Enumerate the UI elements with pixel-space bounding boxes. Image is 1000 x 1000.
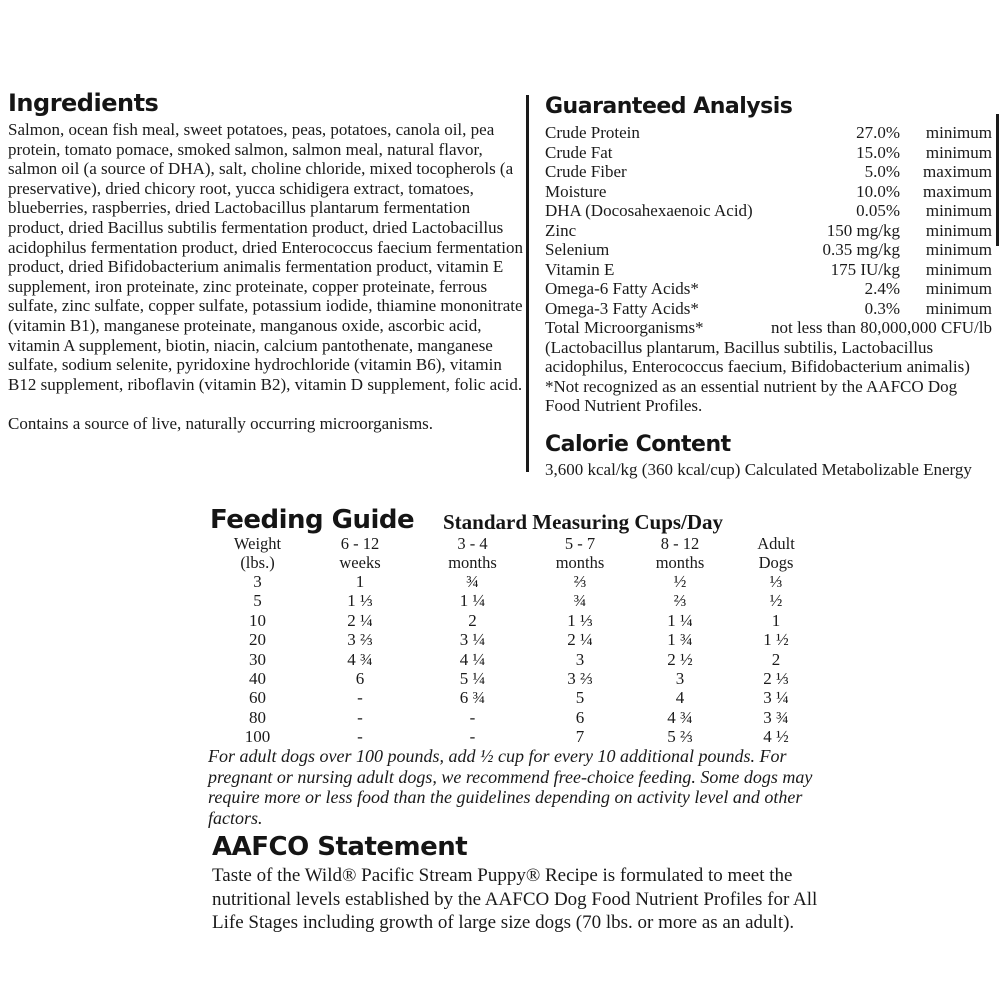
cups-cell: 2	[771, 649, 781, 669]
nutrient-label: Vitamin E	[545, 259, 615, 279]
column-header-line2: Dogs	[758, 552, 794, 572]
ingredients-section	[8, 90, 524, 434]
nutrient-label: Omega-6 Fatty Acids*	[545, 279, 699, 298]
cups-cell: ⅔	[673, 591, 687, 611]
cups-cell: 1 ¾	[667, 630, 693, 650]
column-header-line2: months	[655, 552, 705, 572]
column-header-line2: weeks	[339, 552, 381, 572]
feeding-guide-row	[210, 572, 822, 591]
nutrient-label: Moisture	[545, 181, 607, 201]
column-header-line1: 6 - 12	[340, 534, 380, 553]
column-header	[210, 535, 305, 572]
cups-cell: 2	[468, 610, 477, 630]
column-header-line2: months	[448, 552, 497, 572]
column-header	[630, 535, 730, 572]
cups-cell: ¾	[573, 591, 587, 611]
feeding-guide-row	[210, 591, 822, 610]
column-header	[730, 535, 822, 572]
cups-cell: ½	[769, 591, 783, 611]
cups-cell: 2 ½	[667, 649, 693, 669]
cups-cell: 3 ¼	[763, 688, 789, 708]
cups-cell: 1 ¼	[667, 610, 693, 630]
nutrient-value: 0.3%	[864, 298, 900, 318]
column-header-line1: 8 - 12	[660, 534, 700, 553]
scan-artifact-line	[996, 114, 999, 246]
feeding-guide-heading: Feeding Guide	[210, 505, 415, 535]
nutrient-label: DHA (Docosahexaenoic Acid)	[545, 201, 753, 220]
analysis-row	[545, 162, 992, 182]
feeding-guide-row	[210, 611, 822, 630]
cups-cell: 1 ½	[763, 630, 789, 650]
column-header	[415, 535, 530, 572]
feeding-guide-row	[210, 669, 822, 688]
cups-cell: -	[469, 707, 476, 727]
feeding-guide-row	[210, 708, 822, 727]
nutrient-value: 175 IU/kg	[830, 259, 900, 279]
nutrient-value: not less than 80,000,000 CFU/lb	[770, 318, 992, 337]
cups-cell: 5	[575, 688, 585, 708]
guaranteed-analysis-section	[545, 94, 992, 416]
cups-cell: -	[357, 688, 363, 708]
nutrient-qualifier: minimum	[925, 298, 992, 318]
guaranteed-analysis-heading: Guaranteed Analysis	[545, 94, 793, 119]
nutrient-qualifier: minimum	[925, 220, 992, 240]
column-header	[305, 535, 415, 572]
nutrient-value: 150 mg/kg	[826, 220, 900, 240]
cups-cell: 6 ¾	[459, 688, 486, 708]
feeding-guide-subheading: Standard Measuring Cups/Day	[443, 510, 724, 534]
weight-cell: 60	[249, 688, 266, 708]
nutrient-qualifier: minimum	[925, 240, 992, 259]
calorie-content-section	[545, 433, 995, 480]
nutrient-value: 5.0%	[864, 162, 900, 181]
nutrient-value: 27.0%	[856, 123, 900, 142]
cups-cell: 2 ¼	[567, 630, 593, 650]
cups-cell: 2 ¼	[347, 610, 373, 630]
feeding-guide-header-row	[210, 535, 822, 572]
cups-cell: 4	[675, 688, 685, 708]
nutrient-label: Total Microorganisms*	[545, 318, 704, 337]
cups-cell: ½	[673, 572, 687, 591]
cups-cell: 2 ⅓	[763, 669, 789, 689]
cups-cell: 3 ⅔	[567, 669, 593, 689]
microorganisms-note: (Lactobacillus plantarum, Bacillus subtilis, Lactobacillus acidophilus, Enterococcus faecium, Bifidobacterium animalis)	[545, 337, 970, 376]
nutrient-label: Crude Fat	[545, 142, 613, 162]
cups-cell: 6	[575, 707, 585, 727]
nutrient-label: Zinc	[545, 220, 577, 240]
nutrient-label: Omega-3 Fatty Acids*	[545, 298, 699, 318]
nutrient-label: Crude Fiber	[545, 162, 627, 181]
aafco-statement-body: Taste of the Wild® Pacific Stream Puppy® Recipe is formulated to meet the nutritional levels established by the AAFCO Dog Food Nutrient Profiles for All Life Stages including growth of large size dogs (70 lbs. or more as an adult).	[212, 865, 818, 933]
analysis-row	[545, 221, 992, 241]
cups-cell: 4 ¾	[667, 707, 693, 727]
total-microorganisms-row	[545, 318, 992, 338]
aafco-nutrient-footnote: *Not recognized as an essential nutrient by the AAFCO Dog Food Nutrient Profiles.	[545, 376, 958, 415]
nutrient-qualifier: maximum	[923, 162, 992, 181]
calorie-content-heading: Calorie Content	[545, 432, 731, 457]
feeding-guide-row	[210, 727, 822, 746]
nutrient-qualifier: minimum	[925, 123, 992, 142]
column-header-line1: 3 - 4	[457, 534, 488, 553]
cups-cell: 1	[771, 610, 781, 630]
column-header	[530, 535, 630, 572]
column-header-line1: Weight	[233, 534, 282, 553]
feeding-guide-row	[210, 688, 822, 707]
nutrient-label: Selenium	[545, 240, 610, 259]
analysis-row	[545, 123, 992, 143]
column-header-line2: months	[555, 552, 605, 572]
ingredients-list: Salmon, ocean fish meal, sweet potatoes, peas, potatoes, canola oil, pea protein, tomato pomace, smoked salmon, salmon meal, natural flavor, salmon oil (a source of DHA), salt, choline chloride, mixed tocopherols (a preservative), dried chicory root, yucca schidigera extract, tomatoes, blueberries, raspberries, dried Lactobacillus plantarum fermentation product, dried Bacillus subtilis fermentation product, dried Lactobacillus acidophilus fermentation product, dried Enterococcus faecium fermentation product, dried Bifidobacterium animalis fermentation product, vitamin E supplement, iron proteinate, zinc proteinate, copper proteinate, ferrous sulfate, zinc sulfate, copper sulfate, potassium iodide, thiamine mononitrate (vitamin B1), manganese proteinate, manganous oxide, ascorbic acid, vitamin A supplement, biotin, niacin, calcium pantothenate, manganese sulfate, sodium selenite, pyridoxine hydrochloride (vitamin B6), vitamin B12 supplement, riboflavin (vitamin B2), vitamin D supplement, folic acid.	[8, 120, 523, 394]
nutrient-value: 2.4%	[864, 279, 900, 298]
analysis-row	[545, 260, 992, 280]
nutrient-qualifier: minimum	[925, 279, 992, 298]
nutrient-qualifier: minimum	[925, 259, 992, 279]
column-header-line1: Adult	[757, 534, 795, 553]
aafco-statement-section	[212, 833, 830, 935]
calorie-content-value: 3,600 kcal/kg (360 kcal/cup) Calculated Metabolizable Energy	[545, 460, 972, 479]
nutrient-qualifier: minimum	[925, 201, 992, 220]
cups-cell: 3 ⅔	[347, 630, 373, 650]
cups-cell: 1 ¼	[459, 591, 486, 611]
cups-cell: 5 ¼	[459, 669, 486, 689]
cups-cell: -	[357, 727, 363, 747]
aafco-statement-heading: AAFCO Statement	[212, 832, 468, 862]
feeding-guide-footnote: For adult dogs over 100 pounds, add ½ cup for every 10 additional pounds. For pregnant or nursing adult dogs, we recommend free-choice feeding. Some dogs may require more or less food than the guidelines depending on activity level and other factors.	[208, 746, 813, 828]
cups-cell: 1	[355, 572, 365, 591]
analysis-row	[545, 182, 992, 202]
analysis-row	[545, 299, 992, 319]
cups-cell: ⅓	[769, 572, 783, 591]
analysis-row	[545, 240, 992, 260]
ingredients-heading: Ingredients	[8, 89, 159, 117]
cups-cell: 3 ¼	[459, 630, 486, 650]
analysis-row	[545, 279, 992, 299]
nutrient-qualifier: minimum	[925, 142, 992, 162]
cups-cell: 7	[575, 727, 585, 747]
weight-cell: 30	[249, 649, 266, 669]
nutrient-value: 0.35 mg/kg	[822, 240, 900, 259]
weight-cell: 40	[249, 669, 266, 689]
feeding-guide-row	[210, 630, 822, 649]
analysis-row	[545, 201, 992, 221]
cups-cell: 4 ¼	[459, 649, 486, 669]
weight-cell: 10	[249, 610, 266, 630]
column-header-line1: 5 - 7	[564, 534, 596, 553]
cups-cell: 3	[675, 669, 685, 689]
nutrient-value: 10.0%	[856, 181, 900, 201]
cups-cell: 1 ⅓	[567, 610, 593, 630]
cups-cell: 1 ⅓	[347, 591, 373, 611]
cups-cell: ¾	[466, 572, 479, 591]
cups-cell: 5 ⅔	[667, 727, 693, 747]
cups-cell: -	[357, 707, 363, 727]
nutrient-qualifier: maximum	[923, 181, 992, 201]
analysis-row	[545, 143, 992, 163]
weight-cell: 3	[253, 572, 262, 591]
contains-note: Contains a source of live, naturally occurring microorganisms.	[8, 414, 434, 434]
feeding-guide-row	[210, 650, 822, 669]
weight-cell: 20	[249, 630, 266, 650]
cups-cell: 6	[355, 669, 365, 689]
weight-cell: 100	[244, 727, 271, 747]
cups-cell: 4 ½	[763, 727, 789, 747]
cups-cell: 3 ¾	[763, 707, 789, 727]
cups-cell: 3	[575, 649, 585, 669]
weight-cell: 80	[249, 707, 266, 727]
column-header-line2: (lbs.)	[240, 552, 275, 572]
cups-cell: ⅔	[573, 572, 587, 591]
cups-cell: 4 ¾	[347, 649, 373, 669]
nutrient-value: 15.0%	[856, 142, 900, 162]
nutrient-label: Crude Protein	[545, 123, 640, 142]
weight-cell: 5	[253, 591, 262, 611]
column-divider	[526, 95, 529, 472]
cups-cell: -	[469, 727, 476, 747]
nutrient-value: 0.05%	[856, 201, 900, 220]
feeding-guide-table	[210, 535, 822, 747]
